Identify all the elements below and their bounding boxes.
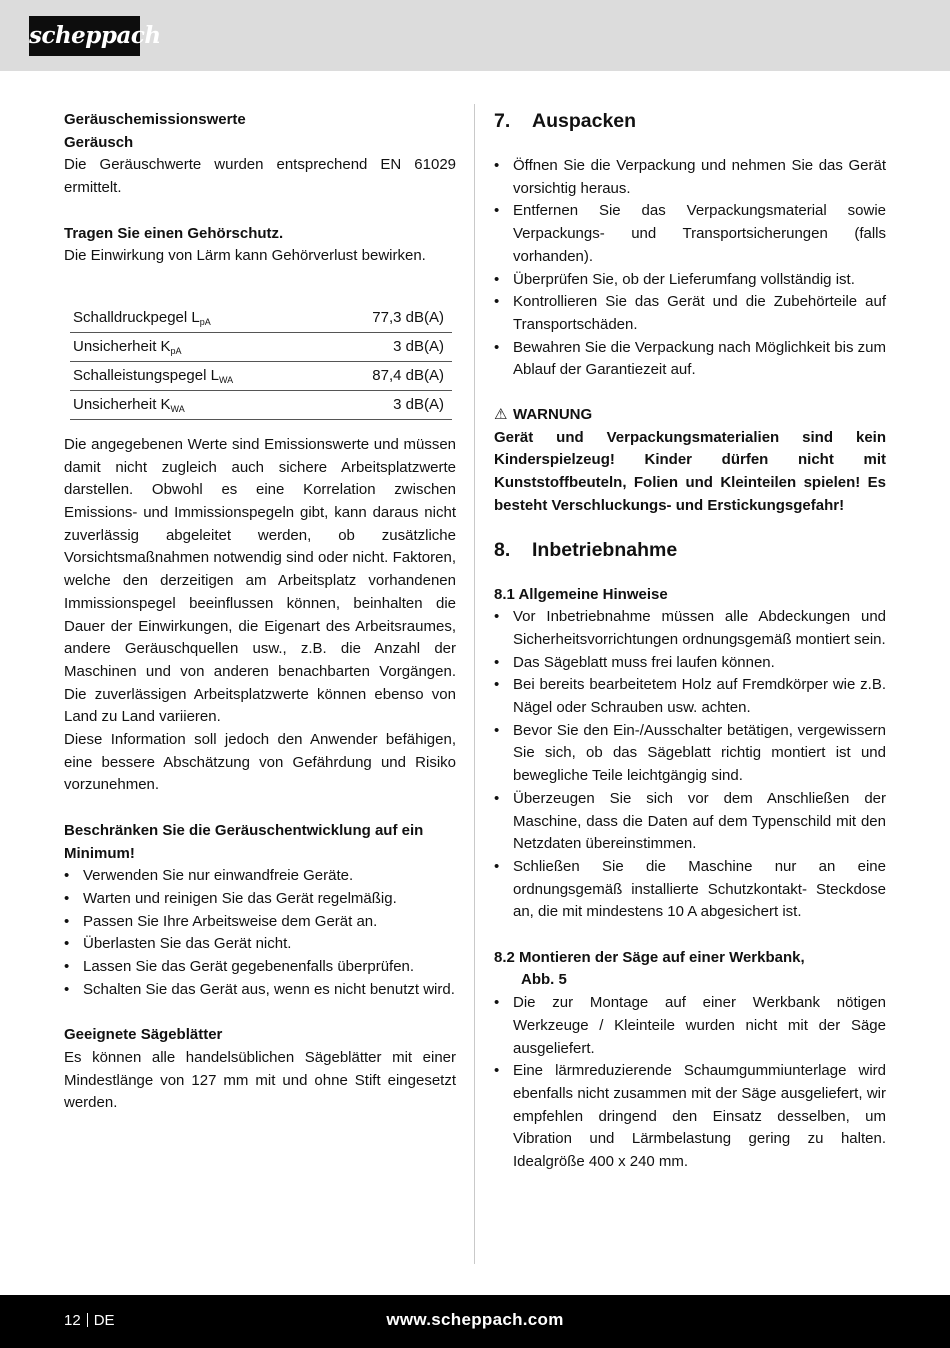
list-item: • Kontrollieren Sie das Gerät und die Zubehörteile auf Transportschäden. (494, 291, 886, 336)
list-item: • Überprüfen Sie, ob der Lieferumfang vollständig ist. (494, 269, 886, 292)
website-link[interactable]: www.scheppach.com (386, 1310, 564, 1329)
list-item: • Schließen Sie die Maschine nur an eine ordnungsgemäß installierte Schutzkontakt- Steckdose an, die mit mindestens 10 A abgesichert ist. (494, 856, 886, 924)
language-code: DE (93, 1312, 115, 1329)
left-column (64, 109, 456, 1115)
section-8-2-figure-ref: Abb. 5 (521, 971, 567, 989)
list-item: • Lassen Sie das Gerät gegebenenfalls überprüfen. (64, 956, 456, 979)
unpacking-list (494, 155, 886, 382)
noise-table-label: Unsicherheit $K_{WA}$ (70, 390, 325, 419)
noise-table-row (70, 390, 452, 419)
list-item: • Überlasten Sie das Gerät nicht. (64, 933, 456, 956)
workbench-mount-list (494, 992, 886, 1174)
noise-subtitle: Geräusch (64, 133, 134, 151)
noise-emission-title: Geräuschemissionswerte (64, 111, 246, 128)
list-item: • Das Sägeblatt muss frei laufen können. (494, 652, 886, 675)
page-header (0, 0, 950, 71)
page-number-value: 12 (64, 1312, 81, 1329)
noise-table-label: Schalldruckpegel $L_{pA}$ (70, 304, 325, 333)
noise-intro: Die Geräuschwerte wurden entsprechend EN 61029 ermittelt. (64, 156, 456, 197)
list-item: • Verwenden Sie nur einwandfreie Geräte. (64, 865, 456, 888)
list-item: • Warten und reinigen Sie das Gerät regelmäßig. (64, 888, 456, 911)
noise-table-row (70, 304, 452, 333)
list-item: • Überzeugen Sie sich vor dem Anschließen der Maschine, dass die Daten auf dem Typenschild mit den Netzdaten übereinstimmen. (494, 788, 886, 856)
section-8-heading (494, 538, 886, 562)
limit-noise-list (64, 865, 456, 1001)
list-item: • Schalten Sie das Gerät aus, wenn es nicht benutzt wird. (64, 979, 456, 1002)
page-footer (0, 1295, 950, 1348)
section-7-title: Auspacken (532, 110, 637, 132)
warning-title: WARNUNG (513, 406, 593, 424)
section-8-number: 8. (494, 538, 511, 561)
general-notes-list (494, 606, 886, 924)
warning-text: Gerät und Verpackungsmaterialien sind kein Kinderspielzeug! Kinder dürfen nicht mit Kunststoffbeuteln, Folien und Kleinteilen spielen! Es besteht Verschluckungs- und Erstickungsgefahr! (494, 428, 886, 514)
list-item: • Eine lärmreduzierende Schaumgummiunterlage wird ebenfalls nicht zusammen mit der Säge ausgeliefert, wir empfehlen dringend den Einsatz desselben, um Vibration und Lärmbelastung gering zu halten. Idealgröße 400 x 240 mm. (494, 1060, 886, 1174)
hearing-protection-title: Tragen Sie einen Gehörschutz. (64, 224, 284, 242)
noise-table-label: Schalleistungspegel $L_{WA}$ (70, 361, 325, 390)
hearing-protection-text: Die Einwirkung von Lärm kann Gehörverlust bewirken. (64, 247, 426, 265)
list-item: • Öffnen Sie die Verpackung und nehmen Sie das Gerät vorsichtig heraus. (494, 155, 886, 200)
warning-heading (494, 404, 886, 427)
noise-table-value: 3 dB(A) (325, 332, 452, 361)
noise-table-row (70, 332, 452, 361)
section-8-1-title: 8.1 Allgemeine Hinweise (494, 585, 668, 603)
list-item: • Bevor Sie den Ein-/Ausschalter betätigen, vergewissern Sie sich, ob das Sägeblatt richtig montiert ist und bewegliche Teile leichtgängig sind. (494, 720, 886, 788)
noise-values-table (70, 304, 452, 420)
section-7-number: 7. (494, 110, 511, 132)
noise-table-label: Unsicherheit $K_{pA}$ (70, 332, 325, 361)
saw-blades-text: Es können alle handelsüblichen Sägeblätter mit einer Mindestlänge von 127 mm mit und ohne Stift eingesetzt werden. (64, 1048, 456, 1112)
noise-table-value: 87,4 dB(A) (325, 361, 452, 390)
list-item: • Die zur Montage auf einer Werkbank nötigen Werkzeuge / Kleinteile wurden nicht mit der Säge ausgeliefert. (494, 992, 886, 1060)
list-item: • Entfernen Sie das Verpackungsmaterial sowie Verpackungs- und Transportsicherungen (falls vorhanden). (494, 200, 886, 268)
information-paragraph: Diese Information soll jedoch den Anwender befähigen, eine bessere Abschätzung von Gefährdung und Risiko vorzunehmen. (64, 731, 456, 794)
column-divider (474, 104, 475, 1264)
limit-noise-title: Beschränken Sie die Geräuschentwicklung auf ein Minimum! (64, 821, 424, 862)
noise-table-row (70, 361, 452, 390)
section-8-title: Inbetriebnahme (532, 538, 678, 561)
right-column (494, 109, 886, 1174)
list-item: • Bei bereits bearbeitetem Holz auf Fremdkörper wie z.B. Nägel oder Schrauben usw. achten. (494, 674, 886, 719)
list-item: • Vor Inbetriebnahme müssen alle Abdeckungen und Sicherheitsvorrichtungen ordnungsgemäß montiert sein. (494, 606, 886, 651)
section-7-heading (494, 109, 886, 133)
noise-table-value: 77,3 dB(A) (325, 304, 452, 333)
warning-triangle-icon: ⚠ (494, 406, 508, 424)
section-8-2-title: 8.2 Montieren der Säge auf einer Werkbank, (494, 948, 805, 966)
emission-paragraph: Die angegebenen Werte sind Emissionswerte und müssen damit nicht zugleich auch sichere Arbeitsplatzwerte darstellen. Obwohl es eine Korrelation zwischen Emissions- und Immissionspegeln gibt, kann daraus nicht zuverlässig abgeleitet werden, ob zusätzliche Vorsichtsmaßnahmen notwendig sind oder nicht. Faktoren, welche den derzeitigen am Arbeitsplatz vorhandenen Immissionspegel beeinflussen können, beinhalten die Dauer der Einwirkungen, die Eigenart des Arbeitsraumes, andere Geräuschquellen usw., z.B. die Anzahl der Maschinen und von anderen benachbarten Vorgängen. Die zuverlässigen Arbeitsplatzwerte können ebenso von Land zu Land variieren. (64, 435, 456, 726)
noise-table-value: 3 dB(A) (325, 390, 452, 419)
saw-blades-title: Geeignete Sägeblätter (64, 1026, 223, 1044)
list-item: • Bewahren Sie die Verpackung nach Möglichkeit bis zum Ablauf der Garantiezeit auf. (494, 337, 886, 382)
scheppach-logo: scheppach (29, 16, 140, 56)
list-item: • Passen Sie Ihre Arbeitsweise dem Gerät an. (64, 911, 456, 934)
